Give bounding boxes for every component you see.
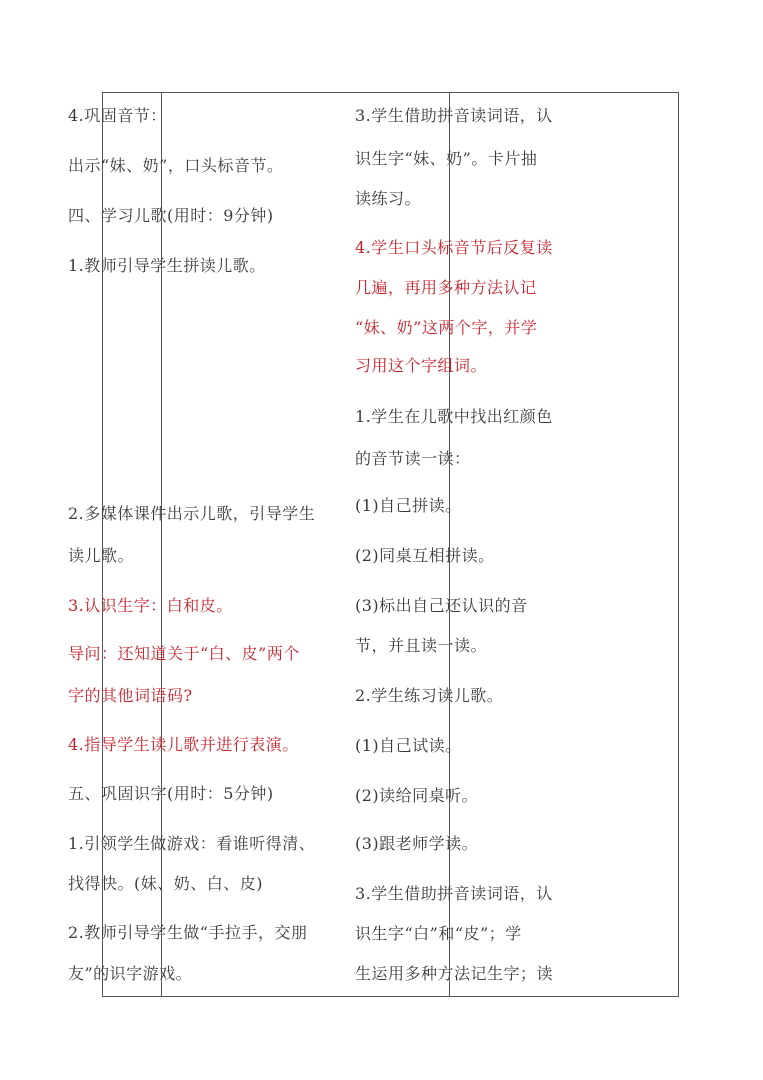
teacher-line: 出示“妹、奶”，口头标音节。 [68,156,284,175]
student-line: (3)标出自己还认识的音 [355,596,528,615]
student-line: 节，并且读一读。 [355,636,488,655]
teacher-line: 五、巩固识字(用时：5分钟) [68,784,274,803]
student-line: (1)自己试读。 [355,736,462,755]
student-line: 4.学生口头标音节后反复读 [355,238,553,257]
teacher-line: 2.多媒体课件出示儿歌，引导学生 [68,504,316,523]
student-line: 习用这个字组词。 [355,356,488,375]
student-line: (2)同桌互相拼读。 [355,546,495,565]
teacher-line: 友”的识字游戏。 [68,964,193,983]
teacher-line: 找得快。(妹、奶、白、皮) [68,874,263,893]
column-divider-1 [161,93,162,996]
student-line: 识生字“妹、奶”。卡片抽 [355,149,538,168]
student-line: 生运用多种方法记生字；读 [355,964,554,983]
teacher-line: 读儿歌。 [68,546,135,565]
student-line: 3.学生借助拼音读词语，认 [355,884,553,903]
student-line: (3)跟老师学读。 [355,834,479,853]
teacher-line: 导问：还知道关于“白、皮”两个 [68,644,300,663]
student-line: 3.学生借助拼音读词语，认 [355,106,553,125]
student-line: (2)读给同桌听。 [355,786,479,805]
lesson-plan-table [102,92,679,997]
teacher-line: 1.引领学生做游戏：看谁听得清、 [68,834,316,853]
teacher-line: 1.教师引导学生拼读儿歌。 [68,256,266,275]
student-line: 几遍，再用多种方法认记 [355,278,537,297]
teacher-line: 字的其他词语码? [68,686,193,705]
student-line: 2.学生练习读儿歌。 [355,686,504,705]
student-line: 识生字“白”和“皮”；学 [355,924,522,943]
teacher-line: 3.认识生字：白和皮。 [68,596,233,615]
student-line: (1)自己拼读。 [355,496,462,515]
teacher-line: 4.指导学生读儿歌并进行表演。 [68,735,299,754]
teacher-line: 2.教师引导学生做“手拉手，交朋 [68,923,308,942]
column-divider-2 [449,93,450,996]
teacher-line: 4.巩固音节： [68,106,167,125]
student-line: 读练习。 [355,189,422,208]
student-line: 1.学生在儿歌中找出红颜色 [355,407,553,426]
student-line: 的音节读一读： [355,449,471,468]
teacher-line: 四、学习儿歌(用时：9分钟) [68,206,274,225]
student-line: “妹、奶”这两个字，并学 [355,318,538,337]
